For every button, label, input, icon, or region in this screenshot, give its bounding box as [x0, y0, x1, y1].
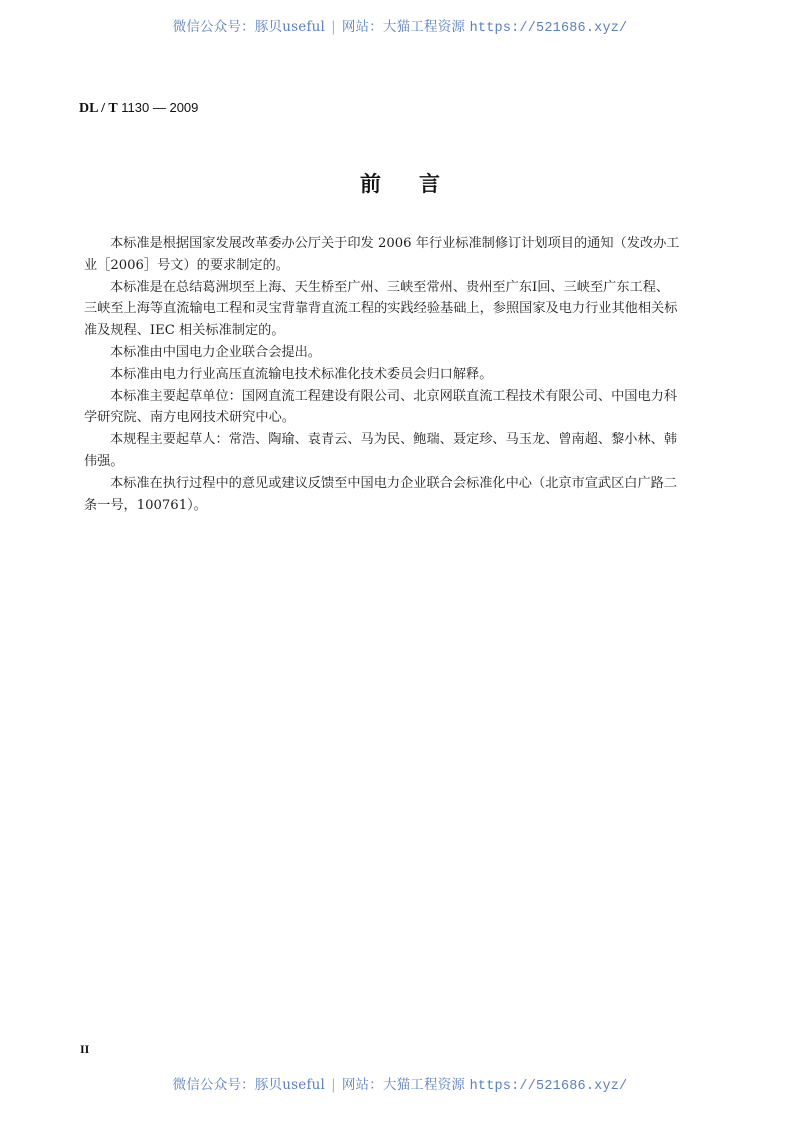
- paragraph: [84, 386, 712, 430]
- paragraph-line: 本规程主要起草人：常浩、陶瑜、袁青云、马为民、鲍瑞、聂定珍、马玉龙、曾南超、黎小林、韩: [110, 432, 678, 448]
- watermark-prefix: 微信公众号：豚贝useful: [172, 19, 326, 35]
- paragraph: [84, 342, 712, 364]
- paragraph-line: 本标准由中国电力企业联合会提出。: [110, 344, 321, 360]
- standard-prefix: DL / T: [79, 101, 118, 116]
- paragraph-line: 本标准是根据国家发展改革委办公厅关于印发 2006 年行业标准制修订计划项目的通知（发改办工: [110, 236, 680, 251]
- watermark-separator: |: [331, 19, 336, 35]
- paragraph-line: 伟强。: [84, 453, 124, 469]
- watermark-url: https://521686.xyz/: [469, 21, 628, 36]
- watermark-bottom: [0, 1073, 800, 1094]
- foreword-body: [84, 233, 712, 516]
- paragraph-line: 本标准在执行过程中的意见或建议反馈至中国电力企业联合会标准化中心（北京市宣武区白广路二: [110, 475, 678, 491]
- paragraph-line: 本标准是在总结葛洲坝至上海、天生桥至广州、三峡至常州、贵州至广东Ⅰ回、三峡至广东工程、: [110, 279, 670, 295]
- paragraph: [84, 429, 712, 473]
- paragraph-line: 学研究院、南方电网技术研究中心。: [84, 410, 295, 426]
- page-title: 前言: [360, 172, 478, 196]
- paragraph: [84, 233, 712, 277]
- paragraph: [84, 364, 712, 386]
- paragraph-line: 三峡至上海等直流输电工程和灵宝背靠背直流工程的实践经验基础上，参照国家及电力行业其他相关标: [84, 301, 678, 317]
- watermark-prefix: 微信公众号：豚贝useful: [172, 1077, 326, 1093]
- paragraph-line: 业［2006］号文）的要求制定的。: [84, 257, 289, 273]
- paragraph-line: 本标准主要起草单位：国网直流工程建设有限公司、北京网联直流工程技术有限公司、中国电力科: [110, 388, 678, 404]
- paragraph: [84, 473, 712, 517]
- standard-number: 1130 — 2009: [121, 100, 199, 115]
- page-number: II: [80, 1042, 90, 1056]
- paragraph-line: 本标准由电力行业高压直流输电技术标准化技术委员会归口解释。: [110, 366, 493, 382]
- paragraph-line: 准及规程、IEC 相关标准制定的。: [84, 323, 285, 339]
- watermark-site: 网站：大猫工程资源: [341, 1077, 466, 1093]
- paragraph-line: 条一号，100761）。: [84, 497, 207, 513]
- paragraph: [84, 277, 712, 342]
- standard-code: [79, 100, 198, 117]
- watermark-separator: |: [331, 1077, 336, 1093]
- watermark-top: [0, 15, 800, 36]
- watermark-url: https://521686.xyz/: [469, 1079, 628, 1094]
- watermark-site: 网站：大猫工程资源: [341, 19, 466, 35]
